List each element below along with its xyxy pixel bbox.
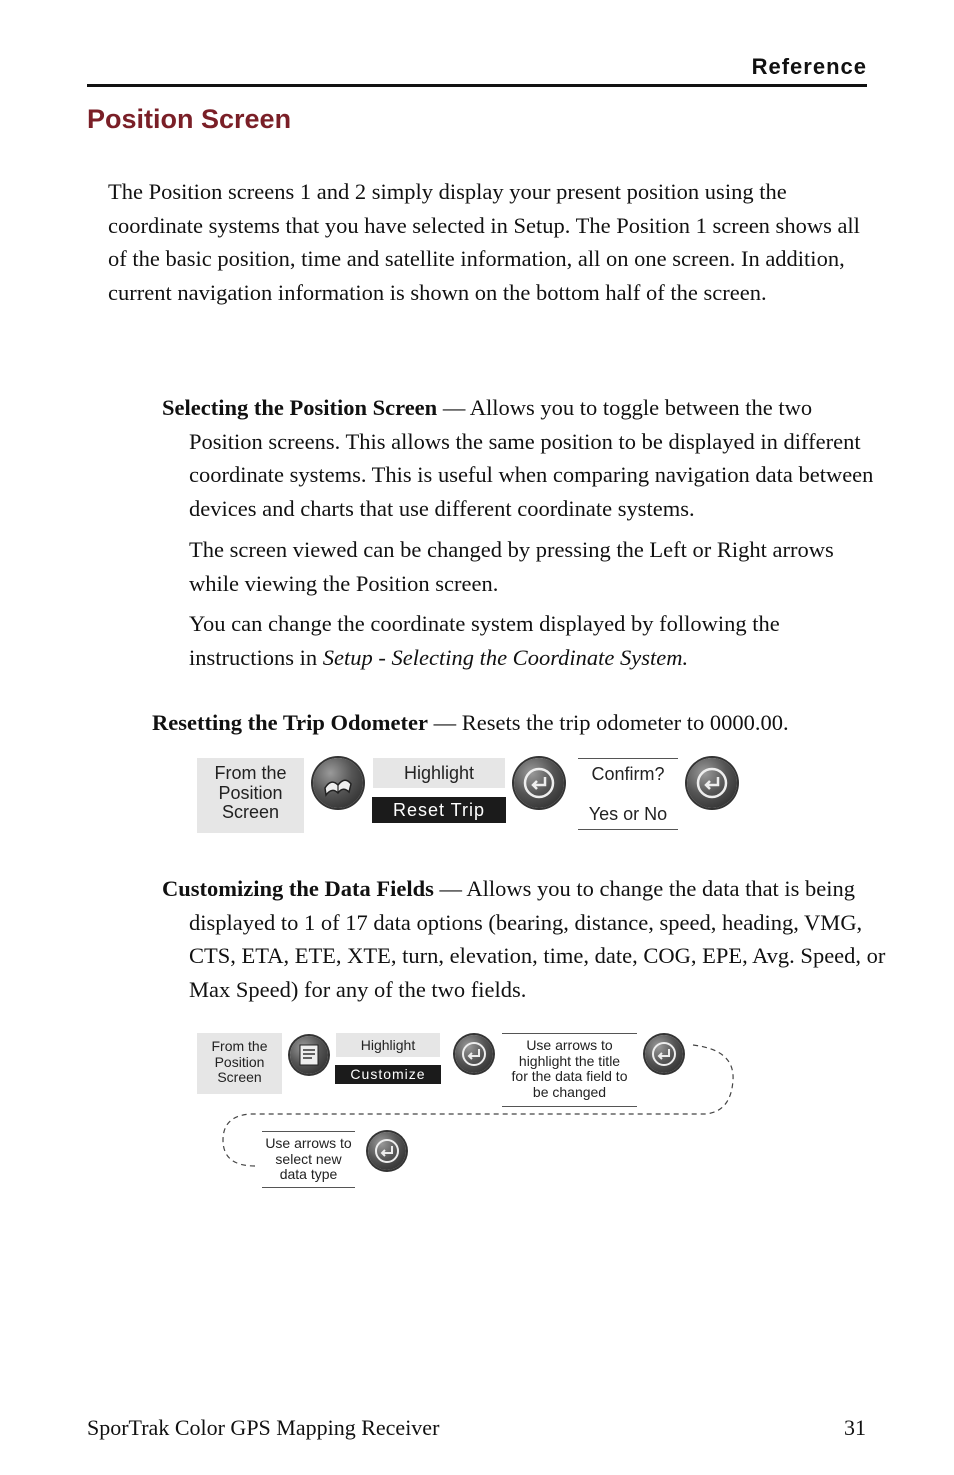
selecting-para-3 (189, 607, 859, 674)
flow2-customize-option[interactable]: Customize (335, 1065, 441, 1084)
selecting-term: Selecting the Position Screen (162, 395, 438, 420)
selecting-item (162, 391, 889, 525)
customizing-desc: — Allows you to change the data that is being displayed to 1 of 17 data options (bearing, distance, speed, heading, VMG, CTS, ETA, ETE, XTE, turn, elevation, time, date, COG, EPE, Avg. Speed, or Max Speed) for any of the two fields. (189, 876, 886, 1002)
flow1-confirm-box (578, 758, 678, 830)
intro-paragraph: The Position screens 1 and 2 simply display your present position using the coordinate systems that you have selected in Setup. The Position 1 screen shows all of the basic position, time and satellite information, all on one screen. In addition, current navigation information is shown on the bottom half of the screen. (108, 179, 860, 305)
flow2-highlight-label: Highlight (336, 1033, 440, 1057)
flow2-step2-line: data type (279, 1166, 338, 1183)
enter-icon[interactable] (455, 1035, 493, 1073)
enter-icon[interactable] (514, 758, 564, 808)
flow2-step1-line: for the data field to (511, 1068, 628, 1085)
flow1-reset-trip-option[interactable]: Reset Trip (372, 797, 506, 823)
flow1-start-line: Position (218, 782, 283, 803)
page-menu-icon[interactable] (290, 1036, 328, 1074)
flow2-step1-line: be changed (532, 1083, 607, 1100)
flow2-start-line: Position (214, 1053, 265, 1070)
enter-icon[interactable] (368, 1132, 406, 1170)
flow2-step1-line: highlight the title (518, 1052, 621, 1069)
selecting-desc: — Allows you to toggle between the two Position screens. This allows the same position to be displayed in different coordinate systems. This is useful when comparing navigation data between devices and charts that use different coordinate systems. (189, 395, 874, 521)
page-number: 31 (844, 1415, 866, 1440)
resetting-term: Resetting the Trip Odometer (152, 710, 428, 735)
customizing-term: Customizing the Data Fields (162, 876, 434, 901)
selecting-para-3-ref: Setup - Selecting the Coordinate System. (322, 644, 689, 670)
flow2-step1-line: Use arrows to (526, 1037, 613, 1053)
flow1-answer-text: Yes or No (588, 804, 668, 824)
enter-icon[interactable] (687, 758, 737, 808)
section-header: Reference (751, 54, 867, 79)
flow1-start-box (197, 758, 304, 833)
page-title: Position Screen (87, 104, 292, 134)
customizing-item (162, 872, 889, 1006)
selecting-para-3-text: You can change the coordinate system displayed by following the instructions in (189, 611, 780, 670)
flow2-start-line: From the (211, 1038, 268, 1054)
flow1-confirm-text: Confirm? (591, 764, 665, 784)
flow2-start-line: Screen (217, 1069, 262, 1085)
flow2-start-box (197, 1033, 282, 1094)
flow2-step2-box (262, 1131, 355, 1188)
flow1-highlight-label: Highlight (373, 758, 505, 788)
flow2-step1-box (502, 1033, 637, 1107)
flow2-step2-line: Use arrows to (265, 1135, 352, 1151)
enter-icon[interactable] (645, 1035, 683, 1073)
footer-title: SporTrak Color GPS Mapping Receiver (87, 1415, 440, 1440)
flow2-step2-line: select new (275, 1150, 342, 1167)
resetting-item (152, 706, 872, 740)
flow1-start-line: Screen (221, 802, 280, 822)
header-rule (87, 84, 867, 87)
resetting-desc: — Resets the trip odometer to 0000.00. (428, 710, 789, 735)
flow1-start-line: From the (214, 763, 287, 783)
menu-book-icon[interactable] (313, 758, 363, 808)
selecting-para-2: The screen viewed can be changed by pressing the Left or Right arrows while viewing the Position screen. (189, 537, 834, 596)
